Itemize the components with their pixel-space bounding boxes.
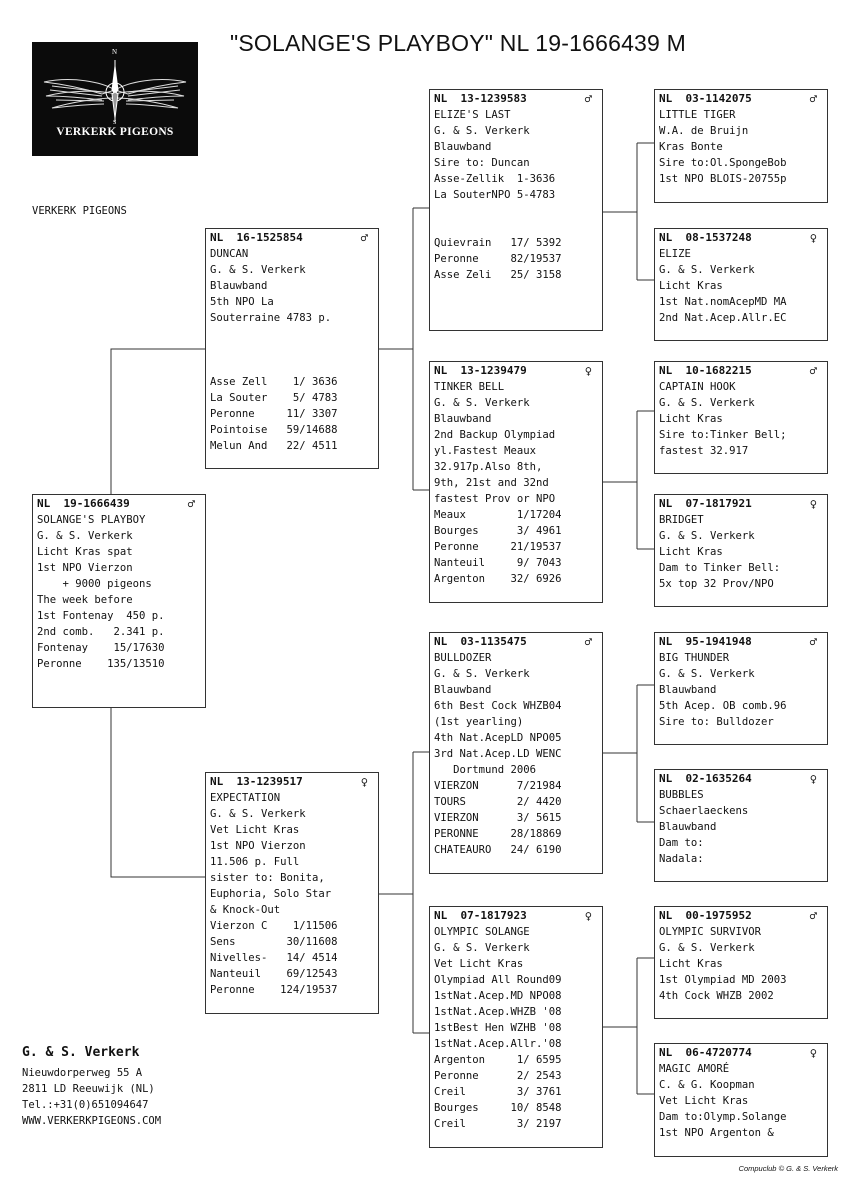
card-header	[434, 91, 598, 107]
pedigree-card-dam-sire	[429, 632, 603, 874]
owner-name: G. & S. Verkerk	[22, 1045, 140, 1060]
card-line: Vierzon C 1/11506	[210, 920, 338, 932]
card-line: G. & S. Verkerk	[210, 808, 306, 820]
pigeon-name: OLYMPIC SURVIVOR	[659, 926, 762, 938]
card-line: PERONNE 28/18869	[434, 828, 562, 840]
card-header	[37, 496, 201, 512]
compass-n-letter: N	[112, 48, 118, 56]
card-line: Sire to: Duncan	[434, 157, 530, 169]
pedigree-card-sire-sire-sire	[654, 89, 828, 203]
card-line: Nadala:	[659, 853, 704, 865]
male-symbol-icon: ♂	[809, 909, 817, 923]
race-result: Asse Zeli 25/ 3158	[434, 269, 562, 281]
pedigree-card-sire-sire	[429, 89, 603, 331]
pedigree-card-dam-dam	[429, 906, 603, 1148]
male-symbol-icon: ♂	[809, 635, 817, 649]
card-line: W.A. de Bruijn	[659, 125, 749, 137]
card-line: G. & S. Verkerk	[37, 530, 133, 542]
card-line: VIERZON 7/21984	[434, 780, 562, 792]
race-result: Pointoise 59/14688	[210, 424, 338, 436]
card-line: 1stBest Hen WZHB '08	[434, 1022, 562, 1034]
race-result: Quievrain 17/ 5392	[434, 237, 562, 249]
card-line: fastest Prov or NPO	[434, 493, 556, 505]
ring-number: NL 08-1537248	[659, 231, 752, 244]
card-line: 5x top 32 Prov/NPO	[659, 578, 774, 590]
card-line: Souterraine 4783 p.	[210, 312, 332, 324]
female-symbol-icon: ♀	[584, 909, 592, 923]
card-line: 1stNat.Acep.Allr.'08	[434, 1038, 562, 1050]
card-line: Olympiad All Round09	[434, 974, 562, 986]
card-line: Sire to:Ol.SpongeBob	[659, 157, 787, 169]
card-line: Peronne 124/19537	[210, 984, 338, 996]
card-line: Bourges 10/ 8548	[434, 1102, 562, 1114]
card-line: 1st Fontenay 450 p.	[37, 610, 165, 622]
ring-number: NL 06-4720774	[659, 1046, 752, 1059]
card-line: G. & S. Verkerk	[659, 942, 755, 954]
card-line: Licht Kras spat	[37, 546, 133, 558]
card-line: Nanteuil 69/12543	[210, 968, 338, 980]
card-line: 6th Best Cock WHZB04	[434, 700, 562, 712]
female-symbol-icon: ♀	[809, 497, 817, 511]
card-line: 1st NPO Vierzon	[37, 562, 133, 574]
card-header	[434, 363, 598, 379]
card-line: G. & S. Verkerk	[659, 397, 755, 409]
pedigree-card-sire-dam-sire	[654, 361, 828, 474]
pigeon-name: ELIZE'S LAST	[434, 109, 511, 121]
card-line: Fontenay 15/17630	[37, 642, 165, 654]
card-line: Euphoria, Solo Star	[210, 888, 332, 900]
ring-number: NL 07-1817923	[434, 909, 527, 922]
card-line: (1st yearling)	[434, 716, 524, 728]
card-line: Schaerlaeckens	[659, 805, 749, 817]
card-line: Argenton 1/ 6595	[434, 1054, 562, 1066]
male-symbol-icon: ♂	[360, 231, 368, 245]
card-line: Licht Kras	[659, 546, 723, 558]
card-line: 2nd Backup Olympiad	[434, 429, 556, 441]
pigeon-name: MAGIC AMORÉ	[659, 1063, 730, 1075]
card-line: + 9000 pigeons	[37, 578, 152, 590]
pigeon-name: BRIDGET	[659, 514, 704, 526]
ring-number: NL 95-1941948	[659, 635, 752, 648]
card-line: La SouterNPO 5-4783	[434, 189, 556, 201]
card-line: Blauwband	[434, 141, 492, 153]
ring-number: NL 13-1239583	[434, 92, 527, 105]
card-line: Licht Kras	[659, 280, 723, 292]
card-line: C. & G. Koopman	[659, 1079, 755, 1091]
card-line: Blauwband	[434, 684, 492, 696]
pigeon-name: BULLDOZER	[434, 652, 492, 664]
card-line: G. & S. Verkerk	[659, 530, 755, 542]
pigeon-name: OLYMPIC SOLANGE	[434, 926, 530, 938]
card-line: G. & S. Verkerk	[659, 264, 755, 276]
card-line: G. & S. Verkerk	[434, 668, 530, 680]
card-line: 2nd comb. 2.341 p.	[37, 626, 165, 638]
pigeon-name: BUBBLES	[659, 789, 704, 801]
card-line: 1st NPO Argenton &	[659, 1127, 774, 1139]
card-line: TOURS 2/ 4420	[434, 796, 562, 808]
pigeon-name: SOLANGE'S PLAYBOY	[37, 514, 146, 526]
card-line: Vet Licht Kras	[210, 824, 300, 836]
card-line: Creil 3/ 2197	[434, 1118, 562, 1130]
race-result: Peronne 82/19537	[434, 253, 562, 265]
footer-credit: Compuclub © G. & S. Verkerk	[738, 1164, 838, 1173]
card-line: 1st Olympiad MD 2003	[659, 974, 787, 986]
card-line: 1st NPO BLOIS-20755p	[659, 173, 787, 185]
pedigree-card-dam	[205, 772, 379, 1014]
pedigree-card-sire-dam-dam	[654, 494, 828, 607]
card-line: Sens 30/11608	[210, 936, 338, 948]
card-line: Kras Bonte	[659, 141, 723, 153]
male-symbol-icon: ♂	[584, 92, 592, 106]
card-line: Argenton 32/ 6926	[434, 573, 562, 585]
race-result: La Souter 5/ 4783	[210, 392, 338, 404]
pedigree-card-subject	[32, 494, 206, 708]
pigeon-name: BIG THUNDER	[659, 652, 730, 664]
pigeon-name: CAPTAIN HOOK	[659, 381, 736, 393]
pedigree-card-sire-sire-dam	[654, 228, 828, 341]
card-line: VIERZON 3/ 5615	[434, 812, 562, 824]
card-line: 5th NPO La	[210, 296, 274, 308]
female-symbol-icon: ♀	[584, 364, 592, 378]
pigeon-name: ELIZE	[659, 248, 691, 260]
card-line: Vet Licht Kras	[434, 958, 524, 970]
breeder-label: VERKERK PIGEONS	[32, 205, 127, 217]
card-line: G. & S. Verkerk	[434, 397, 530, 409]
ring-number: NL 02-1635264	[659, 772, 752, 785]
card-line: Sire to: Bulldozer	[659, 716, 774, 728]
card-line: Peronne 2/ 2543	[434, 1070, 562, 1082]
female-symbol-icon: ♀	[360, 775, 368, 789]
card-line: 11.506 p. Full	[210, 856, 300, 868]
race-result: Melun And 22/ 4511	[210, 440, 338, 452]
ring-number: NL 13-1239479	[434, 364, 527, 377]
card-header	[434, 634, 598, 650]
card-line: Peronne 21/19537	[434, 541, 562, 553]
pigeon-name: LITTLE TIGER	[659, 109, 736, 121]
card-line: Blauwband	[210, 280, 268, 292]
card-line: G. & S. Verkerk	[210, 264, 306, 276]
male-symbol-icon: ♂	[809, 92, 817, 106]
card-line: 5th Acep. OB comb.96	[659, 700, 787, 712]
ring-number: NL 00-1975952	[659, 909, 752, 922]
card-line: Nanteuil 9/ 7043	[434, 557, 562, 569]
male-symbol-icon: ♂	[187, 497, 195, 511]
owner-address-street: Nieuwdorperweg 55 A	[22, 1067, 143, 1079]
ring-number: NL 03-1142075	[659, 92, 752, 105]
ring-number: NL 10-1682215	[659, 364, 752, 377]
card-header	[659, 1045, 823, 1061]
card-header	[659, 230, 823, 246]
male-symbol-icon: ♂	[584, 635, 592, 649]
card-header	[659, 908, 823, 924]
card-line: fastest 32.917	[659, 445, 749, 457]
card-header	[659, 91, 823, 107]
pedigree-card-dam-dam-sire	[654, 906, 828, 1019]
card-line: The week before	[37, 594, 133, 606]
page-title: "SOLANGE'S PLAYBOY" NL 19-1666439 M	[230, 30, 686, 56]
owner-website: WWW.VERKERKPIGEONS.COM	[22, 1115, 162, 1127]
card-line: Bourges 3/ 4961	[434, 525, 562, 537]
race-result: Asse Zell 1/ 3636	[210, 376, 338, 388]
card-line: Licht Kras	[659, 958, 723, 970]
card-header	[659, 634, 823, 650]
ring-number: NL 19-1666439	[37, 497, 130, 510]
compass-s-letter: S	[113, 120, 117, 126]
card-line: Peronne 135/13510	[37, 658, 165, 670]
card-line: 2nd Nat.Acep.Allr.EC	[659, 312, 787, 324]
owner-phone: Tel.:+31(0)651094647	[22, 1099, 149, 1111]
card-line: CHATEAURO 24/ 6190	[434, 844, 562, 856]
pigeon-name: TINKER BELL	[434, 381, 505, 393]
male-symbol-icon: ♂	[809, 364, 817, 378]
pedigree-card-sire-dam	[429, 361, 603, 603]
card-line: G. & S. Verkerk	[434, 942, 530, 954]
card-line: Blauwband	[659, 821, 717, 833]
card-line: 32.917p.Also 8th,	[434, 461, 543, 473]
card-header	[210, 230, 374, 246]
card-line: Sire to:Tinker Bell;	[659, 429, 787, 441]
card-line: yl.Fastest Meaux	[434, 445, 537, 457]
card-line: Blauwband	[659, 684, 717, 696]
card-line: 3rd Nat.Acep.LD WENC	[434, 748, 562, 760]
female-symbol-icon: ♀	[809, 1046, 817, 1060]
card-line: Dam to:Olymp.Solange	[659, 1111, 787, 1123]
ring-number: NL 07-1817921	[659, 497, 752, 510]
card-line: G. & S. Verkerk	[659, 668, 755, 680]
card-line: 1stNat.Acep.WHZB '08	[434, 1006, 562, 1018]
card-line: Dam to:	[659, 837, 704, 849]
card-line: sister to: Bonita,	[210, 872, 325, 884]
card-line: 9th, 21st and 32nd	[434, 477, 549, 489]
card-line: Asse-Zellik 1-3636	[434, 173, 556, 185]
pedigree-card-dam-sire-dam	[654, 769, 828, 882]
ring-number: NL 13-1239517	[210, 775, 303, 788]
card-line: Blauwband	[434, 413, 492, 425]
pedigree-card-sire	[205, 228, 379, 469]
card-line: G. & S. Verkerk	[434, 125, 530, 137]
logo-text: VERKERK PIGEONS	[56, 126, 174, 138]
card-line: 4th Nat.AcepLD NPO05	[434, 732, 562, 744]
pigeon-name: DUNCAN	[210, 248, 249, 260]
card-header	[659, 496, 823, 512]
ring-number: NL 03-1135475	[434, 635, 527, 648]
card-line: 1stNat.Acep.MD NPO08	[434, 990, 562, 1002]
card-line: Meaux 1/17204	[434, 509, 562, 521]
card-line: Dam to Tinker Bell:	[659, 562, 781, 574]
card-header	[659, 771, 823, 787]
card-header	[434, 908, 598, 924]
pedigree-card-dam-sire-sire	[654, 632, 828, 745]
pigeon-name: EXPECTATION	[210, 792, 281, 804]
race-result: Peronne 11/ 3307	[210, 408, 338, 420]
card-header	[659, 363, 823, 379]
owner-address-city: 2811 LD Reeuwijk (NL)	[22, 1083, 155, 1095]
card-header	[210, 774, 374, 790]
card-line: Creil 3/ 3761	[434, 1086, 562, 1098]
card-line: 1st Nat.nomAcepMD MA	[659, 296, 787, 308]
card-line: Licht Kras	[659, 413, 723, 425]
card-line: 1st NPO Vierzon	[210, 840, 306, 852]
female-symbol-icon: ♀	[809, 772, 817, 786]
ring-number: NL 16-1525854	[210, 231, 303, 244]
card-line: & Knock-Out	[210, 904, 281, 916]
pedigree-card-dam-dam-dam	[654, 1043, 828, 1157]
card-line: Nivelles- 14/ 4514	[210, 952, 338, 964]
card-line: 4th Cock WHZB 2002	[659, 990, 774, 1002]
card-line: Dortmund 2006	[434, 764, 537, 776]
female-symbol-icon: ♀	[809, 231, 817, 245]
owner-contact-block	[22, 1045, 161, 1129]
card-line: Vet Licht Kras	[659, 1095, 749, 1107]
